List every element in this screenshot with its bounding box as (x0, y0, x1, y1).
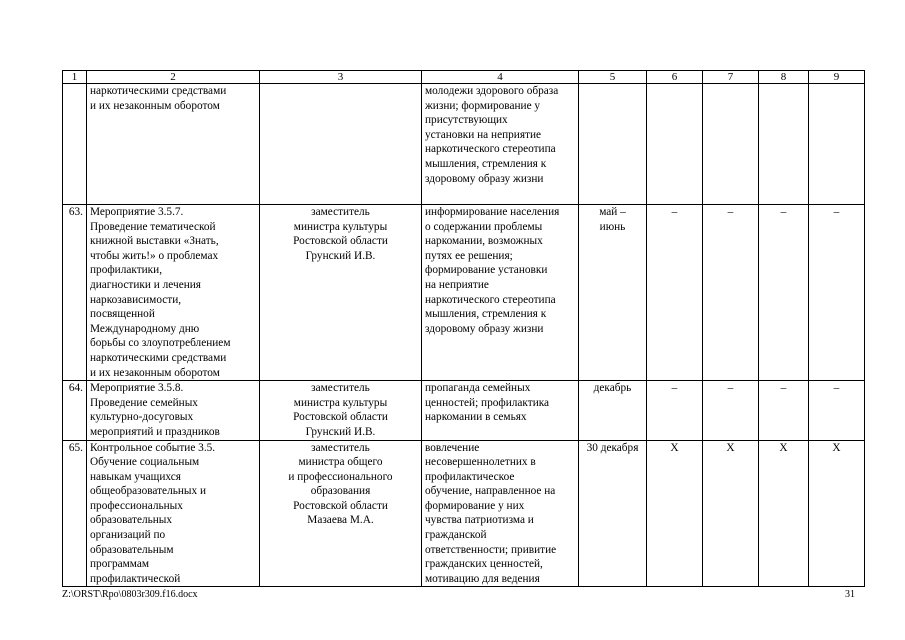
responsible-person-line: Грунский И.В. (305, 249, 376, 262)
header-cell: 5 (579, 71, 647, 84)
expected-result-line: гражданских ценностей, (425, 558, 543, 571)
col-6 (647, 84, 703, 205)
page-number: 31 (845, 589, 855, 600)
col-9: – (809, 205, 865, 381)
header-cell: 1 (63, 71, 87, 84)
expected-result-line: профилактическое (425, 470, 515, 483)
event-description-line: Проведение семейных (90, 396, 198, 409)
col-6: Х (647, 440, 703, 587)
expected-result (422, 84, 579, 205)
expected-result-line: на неприятие (425, 278, 489, 291)
expected-result-line: гражданской (425, 529, 487, 542)
expected-result-line: здоровому образу жизни (425, 322, 544, 335)
responsible-person-line: образования (310, 485, 371, 498)
event-description-line: профилактики, (90, 264, 163, 277)
header-cell: 4 (422, 71, 579, 84)
event-description (87, 440, 260, 587)
responsible-person-line: заместитель (311, 382, 370, 395)
row-number: 65. (63, 440, 87, 587)
expected-result-line: присутствующих (425, 114, 508, 127)
responsible-person-line: министра культуры (293, 220, 388, 233)
row-number: 64. (63, 381, 87, 440)
event-description-line: борьбы со злоупотреблением (90, 337, 231, 350)
responsible-person-line: министра общего (298, 456, 383, 469)
header-row (63, 71, 865, 84)
event-description-line: Мероприятие 3.5.7. (90, 206, 184, 218)
col-8: Х (759, 440, 809, 587)
responsible-person (260, 84, 422, 205)
expected-result-line: жизни; формирование у (425, 99, 541, 112)
expected-result-line: пропаганда семейных (425, 382, 531, 395)
expected-result (422, 440, 579, 587)
table-row (63, 440, 865, 587)
expected-result-line: наркотического стереотипа (425, 143, 556, 156)
event-description-line: Международному дню (90, 322, 200, 335)
event-description-line: Мероприятие 3.5.8. (90, 382, 184, 395)
expected-result-line: обучение, направленное на (425, 485, 556, 498)
expected-result-line: чувства патриотизма и (425, 514, 534, 527)
expected-result-line: несовершеннолетних в (425, 456, 536, 469)
header-cell: 9 (809, 71, 865, 84)
event-description-line: книжной выставки «Знать, (90, 235, 219, 248)
event-description-line: и их незаконным оборотом (90, 366, 220, 379)
responsible-person-line: Грунский И.В. (305, 425, 376, 438)
responsible-person-line: министра культуры (293, 396, 388, 409)
event-description-line: наркотическими средствами (90, 351, 227, 364)
responsible-person-line: заместитель (311, 441, 370, 454)
col-9: – (809, 381, 865, 440)
expected-result-line: ответственности; привитие (425, 543, 557, 556)
row-number (63, 84, 87, 205)
col-7: – (703, 205, 759, 381)
header-cell: 8 (759, 71, 809, 84)
responsible-person (260, 205, 422, 381)
responsible-person-line: Ростовской области (293, 499, 388, 512)
event-description-line: образовательным (90, 543, 174, 556)
term (579, 205, 647, 381)
term (579, 440, 647, 587)
table-row (63, 84, 865, 205)
header-cell: 7 (703, 71, 759, 84)
expected-result-line: молодежи здорового образа (425, 85, 559, 97)
col-8: – (759, 205, 809, 381)
event-description-line: наркозависимости, (90, 293, 182, 306)
row-number: 63. (63, 205, 87, 381)
expected-result-line: мышления, стремления к (425, 308, 547, 321)
event-description-line: профилактической (90, 572, 181, 585)
responsible-person (260, 440, 422, 587)
col-9 (809, 84, 865, 205)
responsible-person-line: Ростовской области (293, 411, 388, 424)
col-8: – (759, 381, 809, 440)
term-line: декабрь (593, 382, 632, 395)
col-9: Х (809, 440, 865, 587)
event-description-line: образовательных (90, 514, 173, 527)
term-line: июнь (599, 220, 626, 233)
expected-result (422, 205, 579, 381)
col-7 (703, 84, 759, 205)
event-description-line: диагностики и лечения (90, 278, 201, 291)
expected-result-line: вовлечение (425, 441, 480, 454)
event-description-line: и их незаконным оборотом (90, 99, 220, 112)
event-description-line: наркотическими средствами (90, 85, 227, 97)
expected-result-line: путях ее решения; (425, 249, 513, 262)
plan-table (62, 70, 865, 587)
col-6: – (647, 381, 703, 440)
expected-result-line: формирование у них (425, 499, 525, 512)
table-row (63, 205, 865, 381)
expected-result-line: о содержании проблемы (425, 220, 543, 233)
table-row (63, 381, 865, 440)
event-description-line: навыкам учащихся (90, 470, 181, 483)
expected-result-line: мотивацию для ведения (425, 572, 540, 585)
responsible-person (260, 381, 422, 440)
expected-result-line: наркотического стереотипа (425, 293, 556, 306)
event-description-line: профессиональных (90, 499, 183, 512)
event-description-line: Проведение тематической (90, 220, 216, 233)
expected-result-line: информирование населения (425, 206, 560, 218)
responsible-person-line: и профессионального (288, 470, 393, 483)
col-8 (759, 84, 809, 205)
responsible-person-line: Мазаева М.А. (307, 514, 374, 527)
header-cell: 3 (260, 71, 422, 84)
event-description-line: культурно-досуговых (90, 411, 194, 424)
expected-result (422, 381, 579, 440)
event-description-line: мероприятий и праздников (90, 425, 220, 438)
responsible-person-line: Ростовской области (293, 235, 388, 248)
term (579, 381, 647, 440)
event-description-line: общеобразовательных и (90, 485, 207, 498)
expected-result-line: наркомании, возможных (425, 235, 543, 248)
term (579, 84, 647, 205)
expected-result-line: мышления, стремления к (425, 157, 547, 170)
responsible-person-line: заместитель (311, 206, 370, 218)
event-description-line: программам (90, 558, 150, 571)
col-6: – (647, 205, 703, 381)
event-description (87, 205, 260, 381)
expected-result-line: наркомании в семьях (425, 411, 527, 424)
event-description (87, 84, 260, 205)
event-description (87, 381, 260, 440)
event-description-line: Контрольное событие 3.5. (90, 441, 216, 454)
col-7: – (703, 381, 759, 440)
term-line: 30 декабря (586, 441, 639, 454)
expected-result-line: формирование установки (425, 264, 548, 277)
expected-result-line: ценностей; профилактика (425, 396, 550, 409)
document-filename: Z:\ORST\Rpo\0803r309.f16.docx (62, 589, 198, 600)
header-cell: 6 (647, 71, 703, 84)
col-7: Х (703, 440, 759, 587)
term-line: май – (599, 206, 626, 218)
expected-result-line: установки на неприятие (425, 128, 542, 141)
expected-result-line: здоровому образу жизни (425, 172, 544, 185)
event-description-line: чтобы жить!» о проблемах (90, 249, 219, 262)
event-description-line: посвященной (90, 308, 155, 321)
header-cell: 2 (87, 71, 260, 84)
event-description-line: Обучение социальным (90, 456, 200, 469)
event-description-line: организаций по (90, 529, 166, 542)
